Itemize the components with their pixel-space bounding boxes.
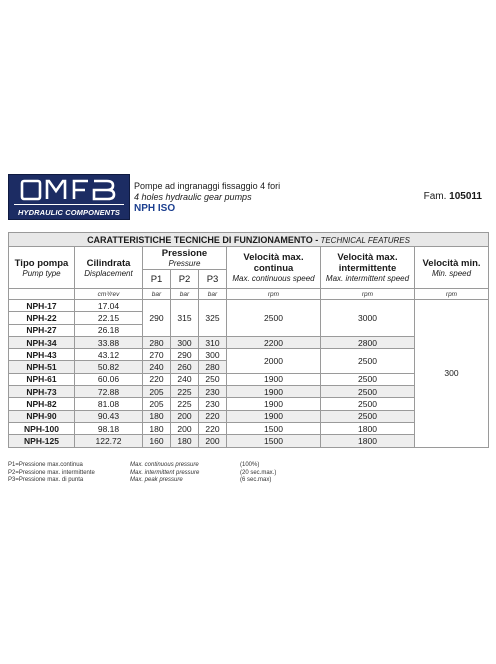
pressure-notes — [8, 462, 488, 485]
logo-subtitle: HYDRAULIC COMPONENTS — [17, 208, 120, 217]
header-p2: P2 — [171, 270, 199, 289]
header-pressure: Pressione Pressure — [143, 247, 227, 270]
unit-p2: bar — [171, 289, 199, 300]
header-displacement: Cilindrata Displacement — [75, 247, 143, 289]
table-row: NPH-82 81.08 205 225 230 1900 2500 — [9, 398, 489, 410]
header-p3: P3 — [199, 270, 227, 289]
unit-p1: bar — [143, 289, 171, 300]
family-value: 105011 — [449, 191, 482, 202]
table-row: NPH-90 90.43 180 200 220 1900 2500 — [9, 410, 489, 422]
table-row: NPH-100 98.18 180 200 220 1500 1800 — [9, 422, 489, 434]
header-p1: P1 — [143, 270, 171, 289]
omfb-logo-mark — [18, 178, 120, 202]
table-row: NPH-22 22.15 — [9, 312, 489, 324]
header-max-continuous-speed: Velocità max. continua Max. continuous speed — [227, 247, 321, 289]
title-english: 4 holes hydraulic gear pumps — [134, 192, 252, 202]
title-block — [134, 181, 280, 214]
table-row: NPH-43 43.12 270 290 300 2000 2500 — [9, 349, 489, 361]
unit-displacement: cm³/rev — [75, 289, 143, 300]
table-row: NPH-34 33.88 280 300 310 2200 2800 — [9, 336, 489, 348]
table-row: NPH-125 122.72 160 180 200 1500 1800 — [9, 435, 489, 447]
note-row: P3=Pressione max. di punta Max. peak pressure (6 sec.max) — [8, 477, 272, 483]
unit-p3: bar — [199, 289, 227, 300]
min-speed-value: 300 — [415, 300, 489, 448]
note-row: P2=Pressione max. intermittente Max. intermittent pressure (20 sec.max.) — [8, 469, 277, 476]
table-row: NPH-27 26.18 — [9, 324, 489, 336]
unit-pump — [9, 289, 75, 300]
document-header — [8, 174, 488, 220]
header-pump-type: Tipo pompa Pump type — [9, 247, 75, 289]
table-row: NPH-51 50.82 240 260 280 — [9, 361, 489, 373]
table-caption: CARATTERISTICHE TECNICHE DI FUNZIONAMENTO - TECHNICAL FEATURES — [9, 233, 489, 247]
unit-intermittent-speed: rpm — [321, 289, 415, 300]
logo-divider — [14, 204, 124, 205]
unit-continuous-speed: rpm — [227, 289, 321, 300]
unit-min-speed: rpm — [415, 289, 489, 300]
family-label: Fam. — [423, 191, 447, 202]
product-code: NPH ISO — [134, 203, 176, 214]
header-min-speed: Velocità min. Min. speed — [415, 247, 489, 289]
table-row: NPH-17 17.04 290 315 325 2500 3000 300 — [9, 300, 489, 312]
omfb-logo — [8, 174, 130, 220]
technical-table — [8, 232, 488, 448]
note-row: P1=Pressione max.continua Max. continuous pressure (100%) — [8, 462, 260, 468]
header-max-intermittent-speed: Velocità max. intermittente Max. intermittent speed — [321, 247, 415, 289]
table-row: NPH-73 72.88 205 225 230 1900 2500 — [9, 386, 489, 398]
family-number — [424, 191, 482, 202]
table-row: NPH-61 60.06 220 240 250 1900 2500 — [9, 373, 489, 385]
title-italian: Pompe ad ingranaggi fissaggio 4 fori — [134, 181, 281, 191]
